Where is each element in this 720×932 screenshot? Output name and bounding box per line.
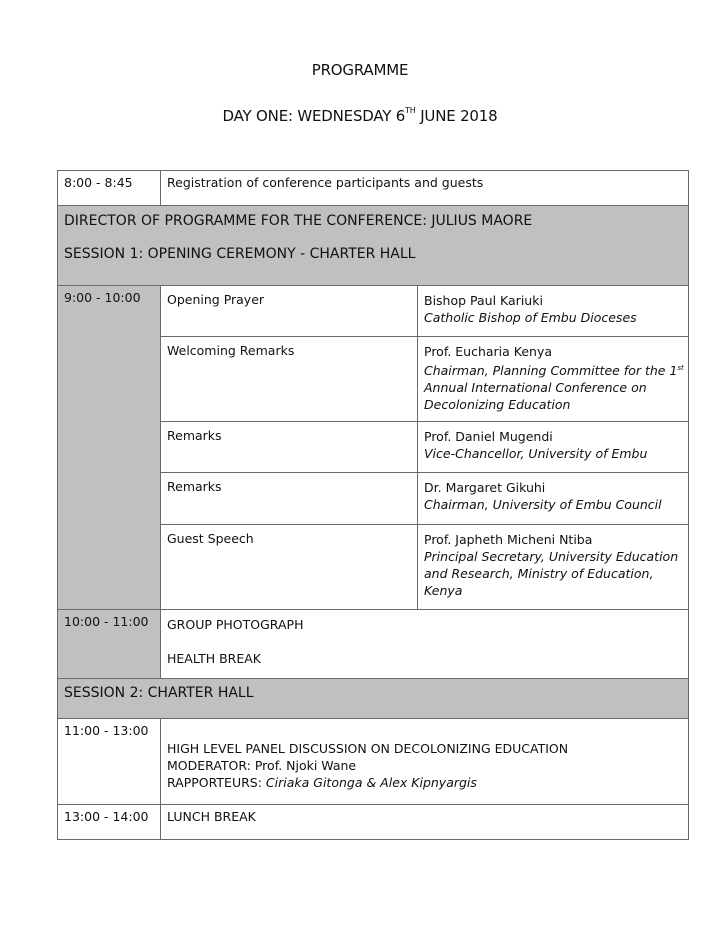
programme-table — [57, 170, 689, 840]
role-cell: Guest Speech — [161, 525, 418, 610]
role-cell: Remarks — [161, 473, 418, 525]
page-title: PROGRAMME — [311, 61, 409, 79]
panel-line: HIGH LEVEL PANEL DISCUSSION ON DECOLONIZING EDUCATION — [167, 741, 569, 756]
speaker-title-sup: st — [677, 364, 684, 372]
day-heading — [0, 107, 720, 125]
activity-cell — [161, 610, 689, 679]
day-suffix: JUNE 2018 — [415, 107, 498, 125]
table-row — [58, 719, 689, 805]
activity-cell: LUNCH BREAK — [161, 805, 689, 840]
day-sup: TH — [405, 106, 416, 115]
time-cell: 8:00 - 8:45 — [58, 171, 161, 206]
role-cell: Opening Prayer — [161, 286, 418, 337]
rapporteurs-names: Ciriaka Gitonga & Alex Kipnyargis — [265, 775, 477, 790]
time-cell: 11:00 - 13:00 — [58, 719, 161, 805]
director-line: DIRECTOR OF PROGRAMME FOR THE CONFERENCE: JULIUS MAORE — [64, 213, 533, 229]
activity-cell: Registration of conference participants and guests — [161, 171, 689, 206]
activity-cell — [161, 719, 689, 805]
speaker-title-b: Annual International Conference on Decolonizing Education — [424, 380, 647, 413]
role-cell: Remarks — [161, 422, 418, 473]
session-header-row — [58, 206, 689, 286]
speaker-title: Chairman, University of Embu Council — [424, 497, 662, 512]
speaker-cell — [418, 525, 689, 610]
table-row — [58, 610, 689, 679]
speaker-cell — [418, 337, 689, 422]
photo-line: GROUP PHOTOGRAPH — [167, 617, 304, 632]
table-row — [58, 286, 689, 337]
rapporteurs-line — [167, 774, 688, 791]
speaker-title: Vice-Chancellor, University of Embu — [424, 446, 648, 461]
speaker-name: Dr. Margaret Gikuhi — [424, 480, 546, 495]
moderator-line: MODERATOR: Prof. Njoki Wane — [167, 758, 357, 773]
speaker-title — [424, 360, 684, 413]
session-header-row — [58, 679, 689, 719]
time-cell: 13:00 - 14:00 — [58, 805, 161, 840]
rapporteurs-label: RAPPORTEURS: — [167, 775, 266, 790]
speaker-cell — [418, 473, 689, 525]
table-row — [58, 805, 689, 840]
day-prefix: DAY ONE: WEDNESDAY 6 — [222, 107, 406, 125]
speaker-name: Bishop Paul Kariuki — [424, 293, 543, 308]
speaker-name: Prof. Eucharia Kenya — [424, 344, 553, 359]
time-cell: 9:00 - 10:00 — [58, 286, 161, 610]
speaker-cell — [418, 286, 689, 337]
speaker-cell — [418, 422, 689, 473]
session1-line: SESSION 1: OPENING CEREMONY - CHARTER HALL — [64, 246, 416, 262]
speaker-name: Prof. Japheth Micheni Ntiba — [424, 532, 593, 547]
time-cell: 10:00 - 11:00 — [58, 610, 161, 679]
health-break-line: HEALTH BREAK — [167, 651, 262, 666]
speaker-title: Principal Secretary, University Education and Research, Ministry of Education, Kenya — [424, 549, 679, 598]
role-cell: Welcoming Remarks — [161, 337, 418, 422]
session2-header: SESSION 2: CHARTER HALL — [58, 679, 689, 719]
speaker-title-a: Chairman, Planning Committee for the 1 — [424, 363, 678, 379]
speaker-title: Catholic Bishop of Embu Dioceses — [424, 310, 637, 325]
session-header — [58, 206, 689, 286]
table-row — [58, 171, 689, 206]
speaker-name: Prof. Daniel Mugendi — [424, 429, 553, 444]
